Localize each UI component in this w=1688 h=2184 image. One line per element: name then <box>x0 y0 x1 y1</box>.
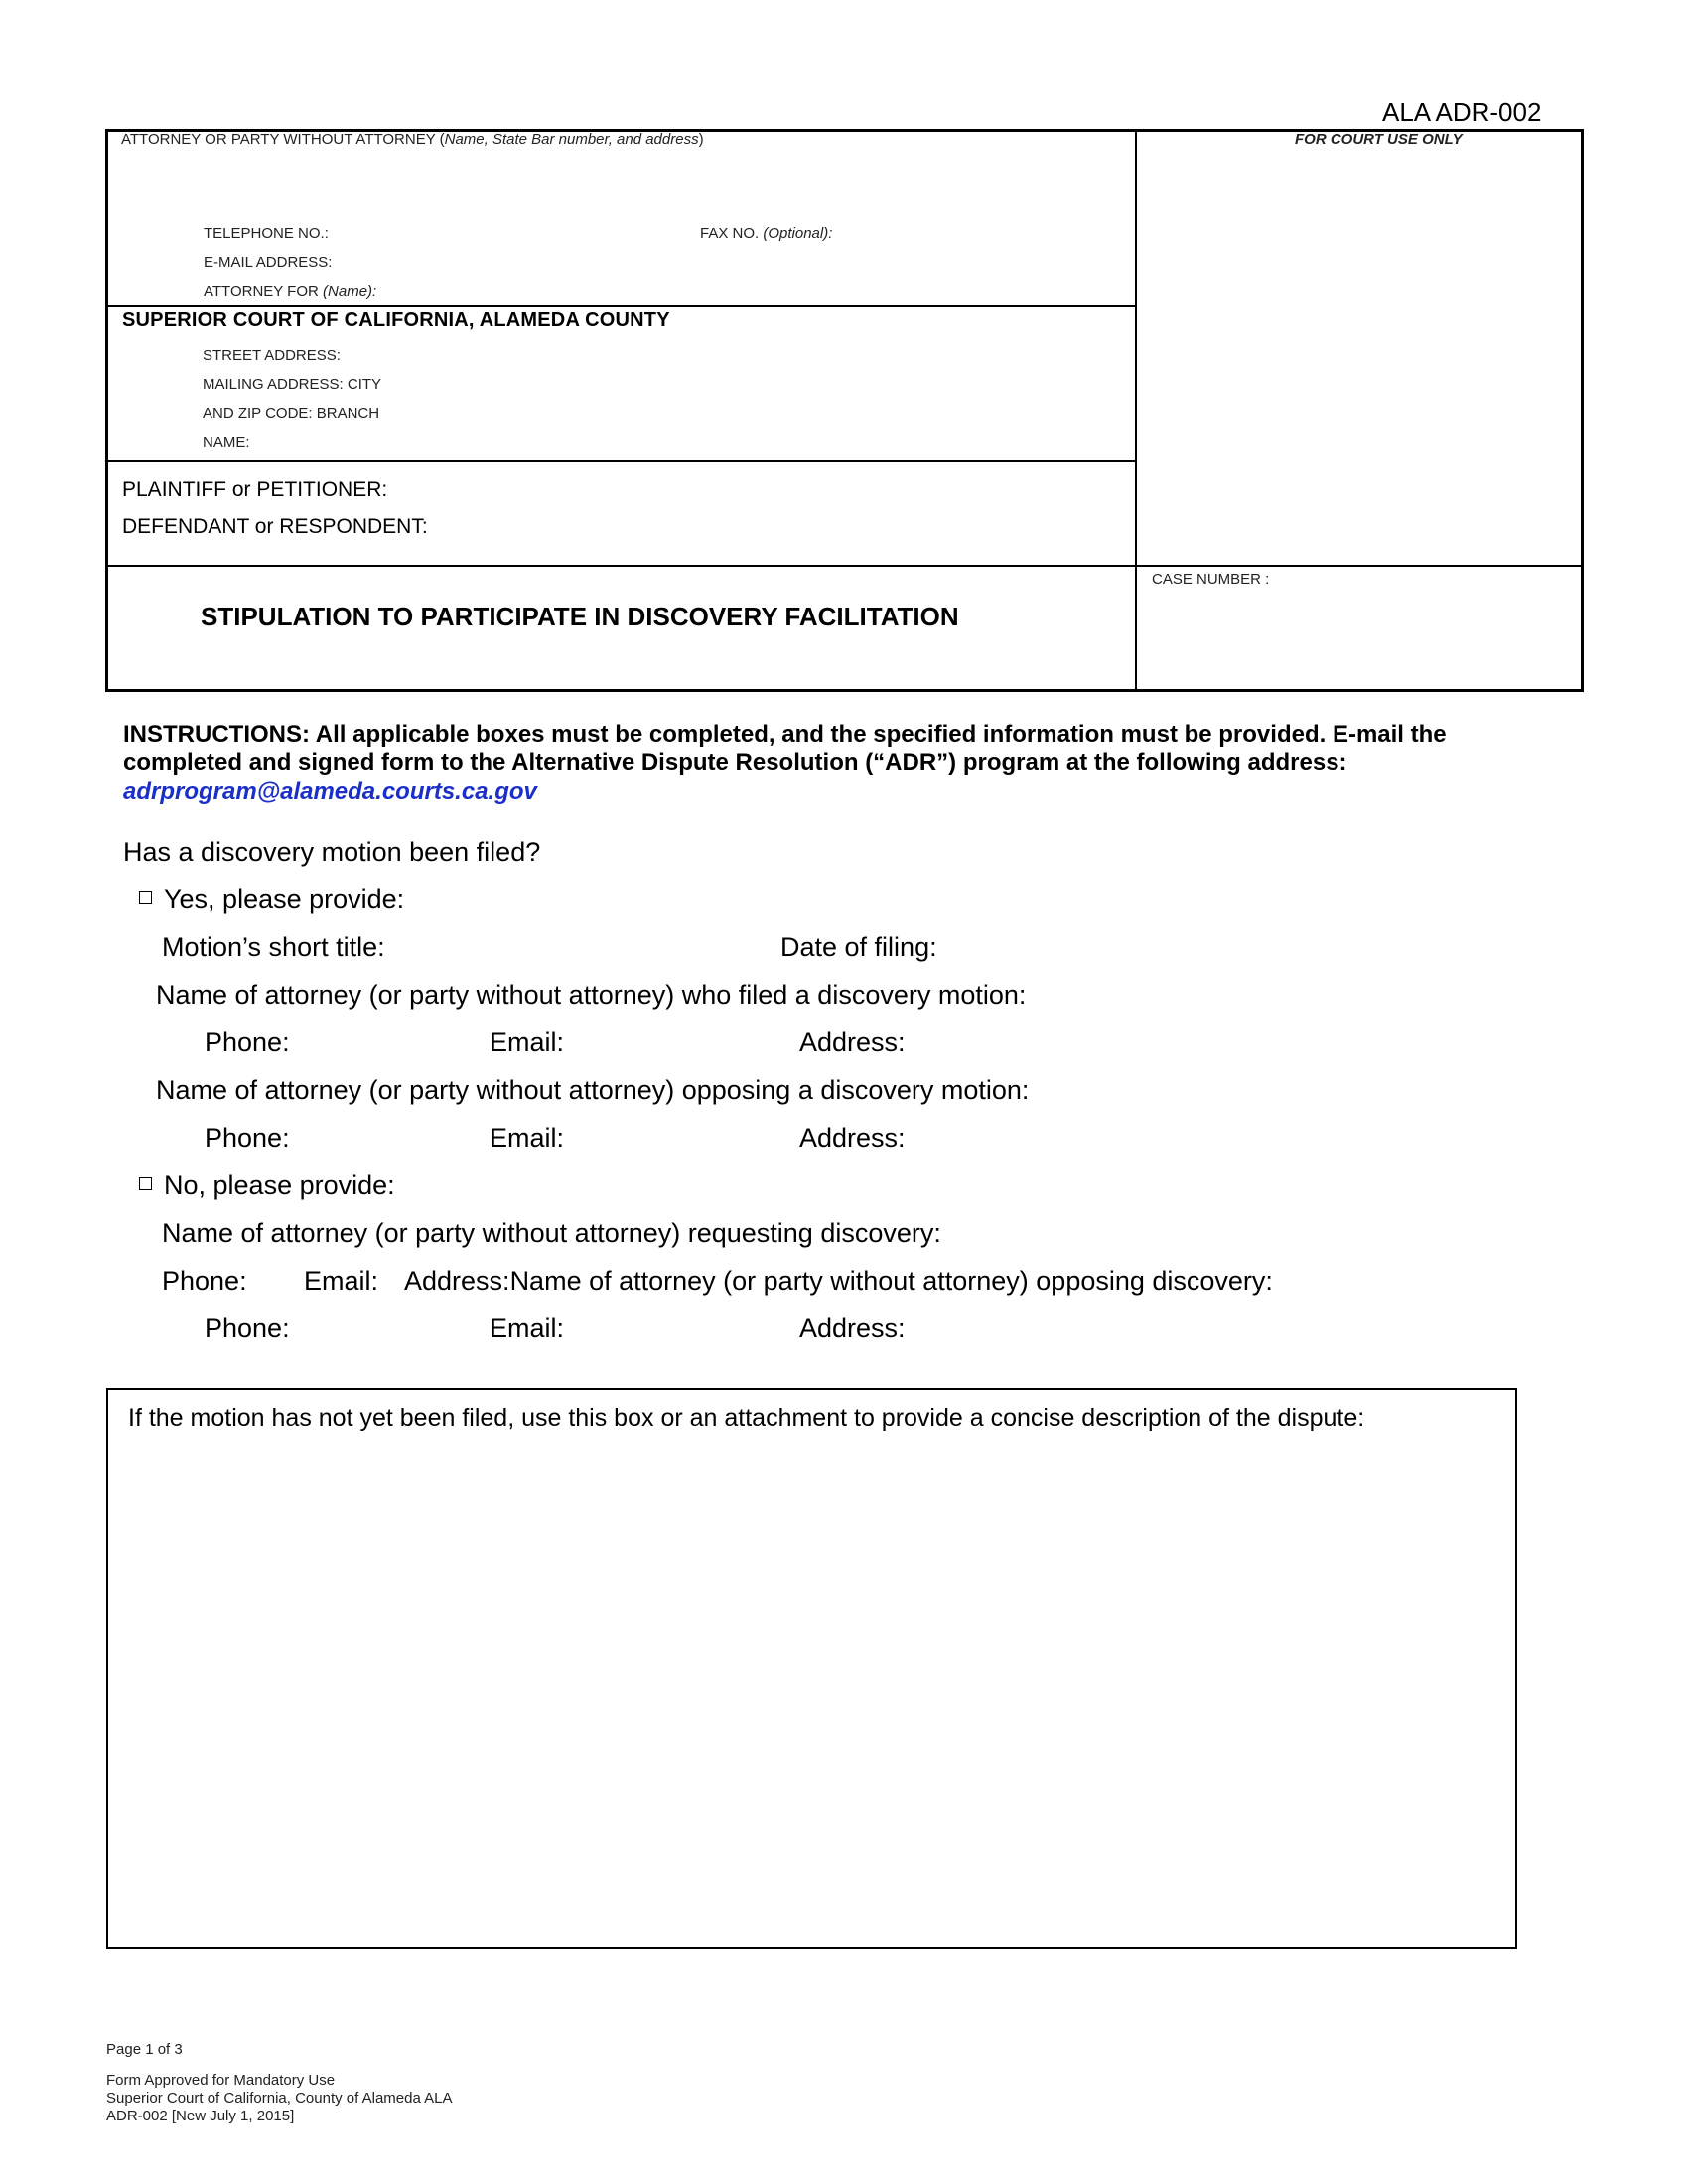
email-label: Email: <box>490 1313 565 1343</box>
adr-email-link[interactable]: adrprogram@alameda.courts.ca.gov <box>123 778 537 805</box>
address-label: Address: <box>799 1027 906 1057</box>
attorney-for-label: ATTORNEY FOR (Name): <box>204 283 377 300</box>
phone-label: Phone: <box>205 1313 290 1343</box>
branch-name-label: NAME: <box>203 434 250 451</box>
email-label: Email: <box>490 1027 565 1057</box>
phone-label: Phone: <box>162 1266 247 1296</box>
footer-approval: Form Approved for Mandatory Use <box>106 2072 336 2089</box>
footer-form-revision: ADR-002 [New July 1, 2015] <box>106 2108 295 2124</box>
requesting-discovery-label: Name of attorney (or party without attorney) requesting discovery: <box>162 1218 941 1248</box>
caption-divider <box>105 305 1137 307</box>
fax-label: FAX NO. (Optional): <box>700 225 833 242</box>
plaintiff-label: PLAINTIFF or PETITIONER: <box>122 478 388 501</box>
address-label: Address: <box>799 1313 906 1343</box>
case-number-label: CASE NUMBER : <box>1152 571 1270 588</box>
address-label: Address: <box>799 1123 906 1153</box>
date-of-filing-label: Date of filing: <box>780 932 937 962</box>
mailing-address-label: MAILING ADDRESS: CITY <box>203 376 382 393</box>
defendant-label: DEFENDANT or RESPONDENT: <box>122 515 428 538</box>
street-address-label: STREET ADDRESS: <box>203 347 341 364</box>
caption-divider <box>105 460 1137 462</box>
dispute-description-label: If the motion has not yet been filed, use this box or an attachment to provide a concise description of the dispute: <box>128 1404 1365 1432</box>
phone-label: Phone: <box>205 1027 290 1057</box>
page-number: Page 1 of 3 <box>106 2041 183 2058</box>
caption-divider-vertical <box>1135 129 1137 692</box>
discovery-filed-question: Has a discovery motion been filed? <box>123 837 541 867</box>
opposing-motion-label: Name of attorney (or party without attorney) opposing a discovery motion: <box>156 1075 1030 1105</box>
no-option[interactable]: No, please provide: <box>139 1170 395 1201</box>
no-checkbox[interactable] <box>139 1177 152 1190</box>
email-label: Email: <box>304 1266 379 1296</box>
attorney-label: ATTORNEY OR PARTY WITHOUT ATTORNEY (Name, State Bar number, and address) <box>121 131 704 148</box>
zip-code-label: AND ZIP CODE: BRANCH <box>203 405 380 422</box>
instructions: INSTRUCTIONS: All applicable boxes must be completed, and the specified information must be provided. E-mail the completed and signed form to the Alternative Dispute Resolution (“ADR”) program at the following address: adrprogram@alameda.courts.ca.gov <box>123 721 1447 805</box>
form-id: ALA ADR-002 <box>1382 97 1542 127</box>
address-run-label: Address:Name of attorney (or party without attorney) opposing discovery: <box>404 1266 1273 1296</box>
telephone-label: TELEPHONE NO.: <box>204 225 329 242</box>
court-name: SUPERIOR COURT OF CALIFORNIA, ALAMEDA COUNTY <box>122 309 670 331</box>
email-address-label: E-MAIL ADDRESS: <box>204 254 333 271</box>
motion-title-label: Motion’s short title: <box>162 932 385 962</box>
phone-label: Phone: <box>205 1123 290 1153</box>
yes-option[interactable]: Yes, please provide: <box>139 885 404 915</box>
dispute-description-box[interactable] <box>106 1388 1517 1949</box>
email-label: Email: <box>490 1123 565 1153</box>
filed-by-label: Name of attorney (or party without attorney) who filed a discovery motion: <box>156 980 1027 1010</box>
court-use-label: FOR COURT USE ONLY <box>1295 131 1463 148</box>
form-title: STIPULATION TO PARTICIPATE IN DISCOVERY FACILITATION <box>201 602 959 631</box>
caption-divider <box>105 565 1584 567</box>
yes-checkbox[interactable] <box>139 891 152 904</box>
footer-court: Superior Court of California, County of Alameda ALA <box>106 2090 453 2107</box>
